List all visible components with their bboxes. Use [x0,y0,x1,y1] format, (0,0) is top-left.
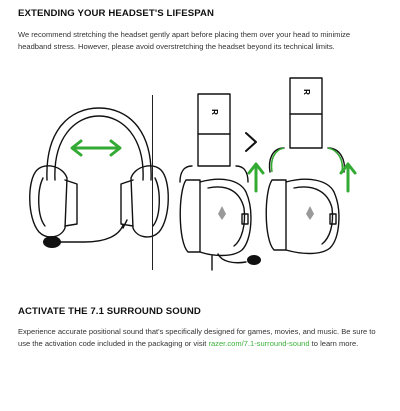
mic-capsule [43,236,61,248]
surround-body-text: Experience accurate positional sound that's specifically designed for games, movies, and music. Be sure to use the activation code included in the packaging or visit [18,327,376,348]
chevron-right-icon [243,130,259,154]
headband-mark: R [302,89,311,95]
stretch-arrow-icon [72,141,120,155]
illustration-divider [152,95,153,270]
surround-body-end: to learn more. [309,338,359,348]
razer-logo-icon [306,206,314,220]
surround-body [18,326,384,349]
headband-mark: R [210,109,219,115]
headset-side-illustration-stretched [262,76,372,256]
headset-front-illustration [15,100,165,265]
surround-title: ACTIVATE THE 7.1 SURROUND SOUND [18,306,201,317]
razer-logo-icon [218,206,226,220]
surround-sound-link[interactable]: razer.com/7.1-surround-sound [208,338,310,348]
mic-capsule [247,255,261,265]
lifespan-title: EXTENDING YOUR HEADSET'S LIFESPAN [18,8,215,19]
lifespan-body: We recommend stretching the headset gently apart before placing them over your head to minimize headband stress. However, please avoid overstretching the headset beyond its technical limits. [18,30,351,51]
